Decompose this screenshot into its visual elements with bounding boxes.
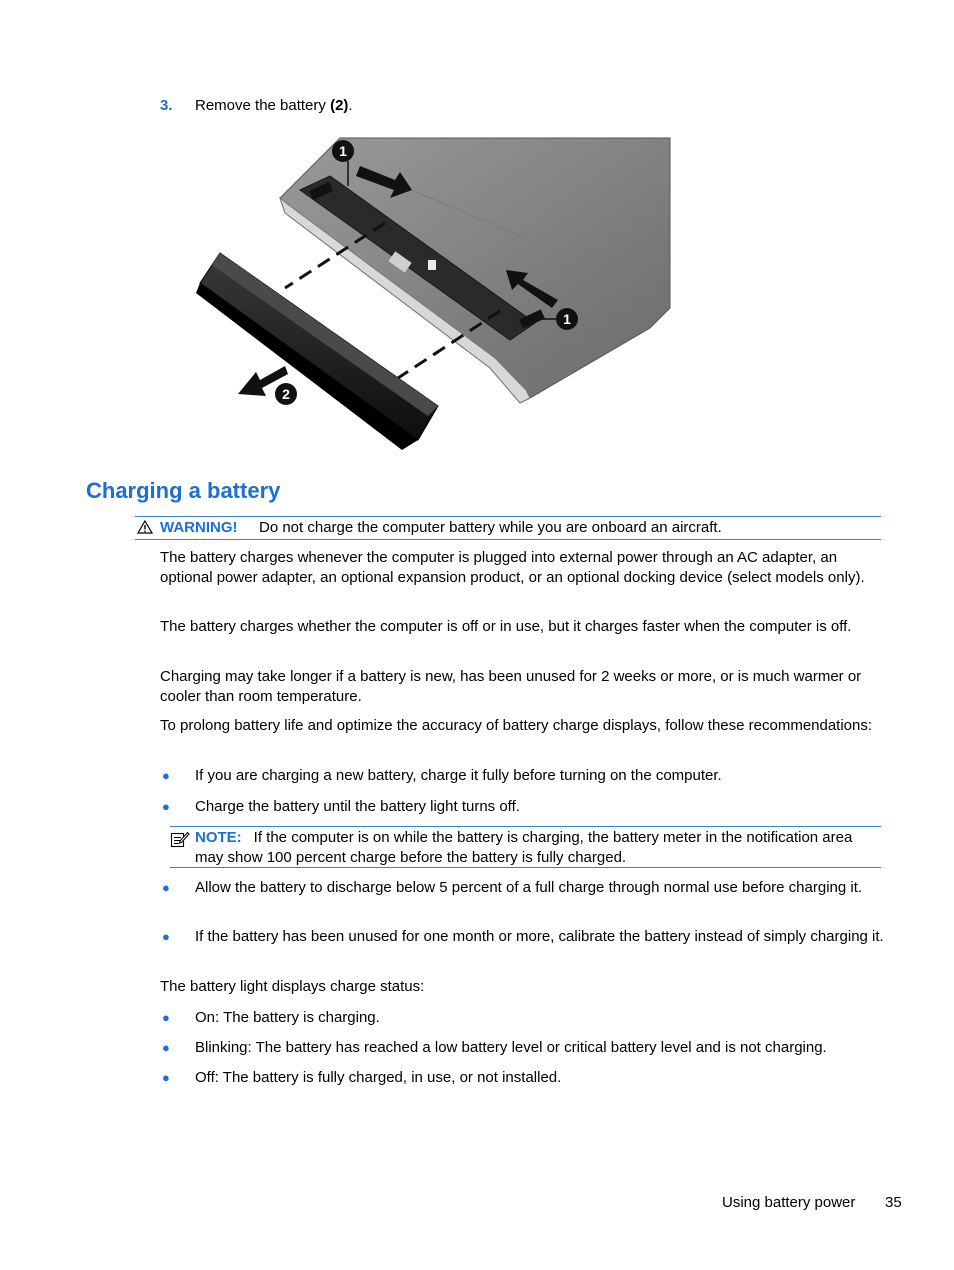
note-content [195, 828, 879, 867]
bullet-icon: ● [162, 1010, 170, 1025]
step-text [195, 97, 353, 114]
paragraph-charging-time: Charging may take longer if a battery is new, has been unused for 2 weeks or more, or is much warmer or cooler than room temperature. [160, 668, 862, 705]
step-number: 3. [160, 97, 173, 114]
list-item: Charge the battery until the battery light turns off. [195, 798, 520, 815]
list-item: Off: The battery is fully charged, in use, or not installed. [195, 1069, 562, 1086]
bullet-icon: ● [162, 880, 170, 895]
step-text-bold: (2) [330, 97, 349, 114]
section-title: Charging a battery [86, 478, 281, 503]
warning-label: WARNING! [160, 519, 238, 536]
note-label: NOTE: [195, 829, 242, 846]
bullet-icon: ● [162, 768, 170, 783]
warning-icon [137, 520, 153, 534]
bullet-icon: ● [162, 929, 170, 944]
list-item: Blinking: The battery has reached a low battery level or critical battery level and is not charging. [195, 1039, 827, 1056]
callout-1-top-label: 1 [339, 143, 347, 159]
list-item: On: The battery is charging. [195, 1009, 380, 1026]
note-icon [170, 830, 190, 848]
note-box [170, 826, 881, 868]
paragraph-recommendations-intro: To prolong battery life and optimize the accuracy of battery charge displays, follow these recommendations: [160, 717, 873, 734]
callout-2-label: 2 [282, 386, 290, 402]
battery-removal-illustration [190, 128, 680, 458]
bullet-icon: ● [162, 1070, 170, 1085]
page-number: 35 [885, 1194, 902, 1211]
footer-section-title: Using battery power [722, 1194, 856, 1211]
note-text: If the computer is on while the battery is charging, the battery meter in the notification area may show 100 percent charge before the battery is fully charged. [195, 829, 853, 866]
list-item: If you are charging a new battery, charge it fully before turning on the computer. [195, 767, 722, 784]
step-text-end: . [348, 97, 353, 114]
step-text-plain: Remove the battery [195, 97, 331, 114]
paragraph-charging-sources: The battery charges whenever the computer is plugged into external power through an AC adapter, an optional power adapter, an optional expansion product, or an optional docking device (select models only). [160, 549, 865, 586]
list-item: Allow the battery to discharge below 5 percent of a full charge through normal use before charging it. [195, 879, 863, 896]
bullet-icon: ● [162, 1040, 170, 1055]
callout-1-bottom-label: 1 [563, 311, 571, 327]
list-item: If the battery has been unused for one month or more, calibrate the battery instead of simply charging it. [195, 928, 884, 945]
warning-text: Do not charge the computer battery while you are onboard an aircraft. [259, 519, 722, 536]
paragraph-status-intro: The battery light displays charge status: [160, 978, 425, 995]
bullet-icon: ● [162, 799, 170, 814]
paragraph-charging-speed: The battery charges whether the computer is off or in use, but it charges faster when the computer is off. [160, 618, 852, 635]
warning-box [135, 516, 881, 540]
